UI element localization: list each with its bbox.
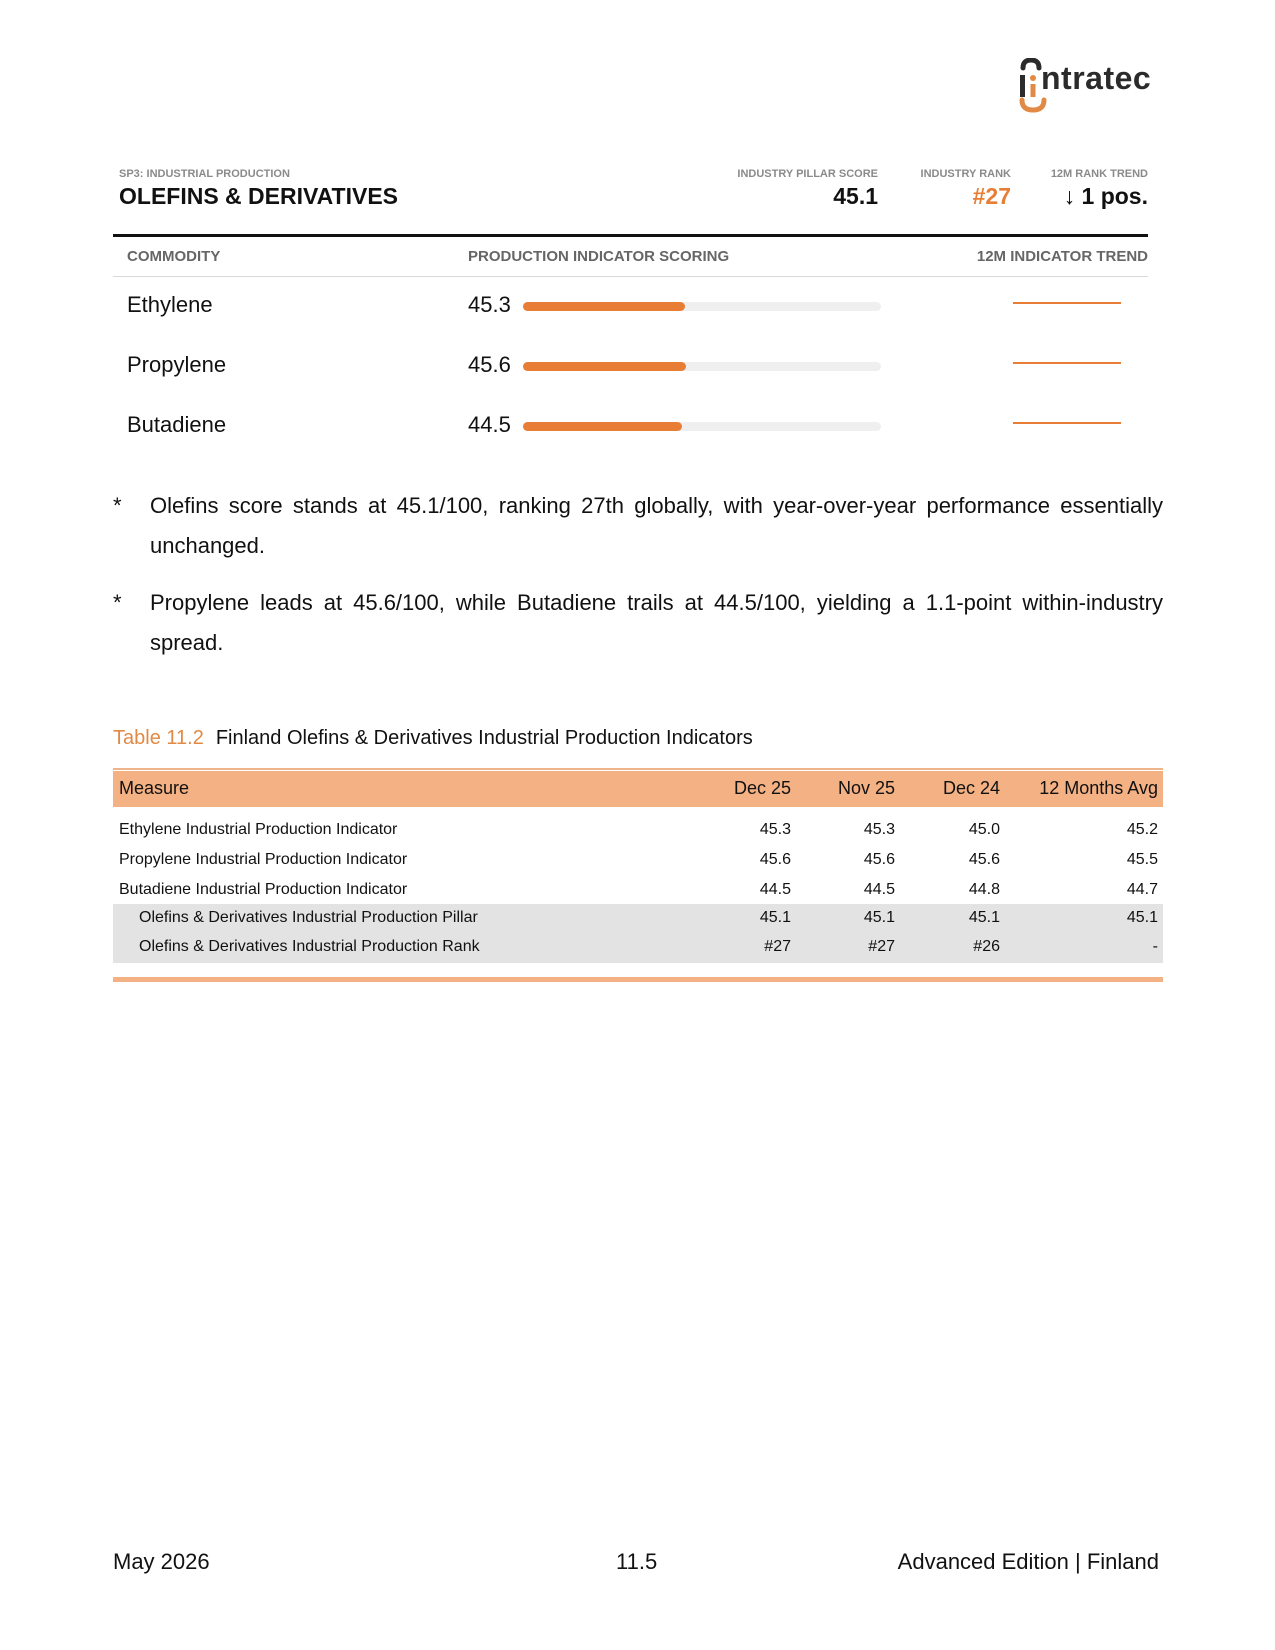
commodity-name: Ethylene [127,292,213,317]
score-bar-fill [523,422,682,431]
table-cell: 45.0 [968,821,1000,838]
table-cell: #27 [764,938,791,955]
table-cell: 45.5 [1126,851,1158,868]
table-cell: 44.5 [759,881,791,898]
table-cell: 45.3 [863,821,895,838]
table-bottom-rule [113,977,1163,982]
commodity-score: 45.3 [468,292,511,317]
table-cell: 44.5 [863,881,895,898]
table-cell: 45.6 [968,851,1000,868]
table-cell: #27 [868,938,895,955]
table-header-cell: Nov 25 [837,778,895,798]
table-cell: 45.2 [1126,821,1158,838]
commodity-score: 45.6 [468,352,511,377]
kpi-pillar-score-label: INDUSTRY PILLAR SCORE [737,168,878,180]
table-header-cell: Measure [119,778,190,798]
logo-text: ntratec [1041,60,1152,96]
col-head-commodity: COMMODITY [127,248,221,265]
table-cell: 45.1 [863,909,895,926]
bullet-marker: * [113,493,122,518]
score-bar-fill [523,302,685,311]
table-row [113,876,1163,906]
commodity-row-ethylene [113,286,1148,326]
table-top-rule [113,768,1163,770]
col-head-scoring: PRODUCTION INDICATOR SCORING [468,248,730,265]
table-cell-measure: Propylene Industrial Production Indicator [119,851,408,868]
column-divider [113,276,1148,277]
table-cell: 45.1 [968,909,1000,926]
commodity-name: Propylene [127,352,227,377]
table-cell-measure: Olefins & Derivatives Industrial Production Rank [139,938,480,955]
header-divider [113,234,1148,237]
table-cell-measure: Olefins & Derivatives Industrial Production Pillar [139,909,478,926]
table-cell: 45.1 [1126,909,1158,926]
table-cell: 45.6 [759,851,791,868]
table-cell: 45.6 [863,851,895,868]
trend-sparkline [1011,300,1123,306]
score-bar-track [523,362,881,371]
table-caption [113,727,753,750]
table-cell: 45.3 [759,821,791,838]
commodity-row-propylene [113,346,1148,386]
section-label: SP3: INDUSTRIAL PRODUCTION [119,168,290,180]
kpi-industry-rank-label: INDUSTRY RANK [920,168,1011,180]
table-title: Finland Olefins & Derivatives Industrial Production Indicators [215,727,753,749]
table-row [113,846,1163,876]
table-header-cell: Dec 24 [942,778,1000,798]
trend-sparkline [1011,360,1123,366]
table-cell: #26 [973,938,1000,955]
table-cell: 45.1 [759,909,791,926]
table-header-cell: 12 Months Avg [1039,778,1158,798]
table-header-row [113,771,1163,807]
table-row-rank [113,933,1163,963]
bullet-text: Olefins score stands at 45.1/100, ranking 27th globally, with year-over-year performance essentially unchanged. [150,493,1163,558]
footer-date: May 2026 [113,1549,210,1574]
table-cell-measure: Butadiene Industrial Production Indicator [119,881,408,898]
table-cell: - [1152,938,1158,955]
footer-page-number: 11.5 [616,1549,658,1574]
commodity-row-butadiene [113,406,1148,446]
page-title: OLEFINS & DERIVATIVES [119,183,399,209]
bullet-text: Propylene leads at 45.6/100, while Butadiene trails at 44.5/100, yielding a 1.1-point within-industry spread. [150,590,1163,655]
col-head-trend: 12M INDICATOR TREND [976,248,1148,265]
table-cell: 44.8 [968,881,1000,898]
kpi-rank-trend-label: 12M RANK TREND [1050,168,1148,180]
bullet-marker: * [113,590,122,615]
score-bar-track [523,302,881,311]
commodity-score: 44.5 [468,412,511,437]
table-cell-measure: Ethylene Industrial Production Indicator [119,821,398,838]
footer-edition: Advanced Edition | Finland [897,1549,1159,1574]
trend-sparkline [1011,420,1123,426]
kpi-rank-trend-value: ↓ 1 pos. [1063,183,1148,209]
table-row-pillar [113,904,1163,934]
intratec-logo [1017,58,1165,114]
table-number: Table 11.2 [113,727,204,749]
score-bar-track [523,422,881,431]
commodity-name: Butadiene [127,412,227,437]
kpi-industry-rank-value: #27 [972,183,1011,209]
table-row [113,816,1163,846]
table-header-cell: Dec 25 [733,778,791,798]
score-bar-fill [523,362,686,371]
kpi-pillar-score-value: 45.1 [833,183,878,209]
table-cell: 44.7 [1126,881,1158,898]
